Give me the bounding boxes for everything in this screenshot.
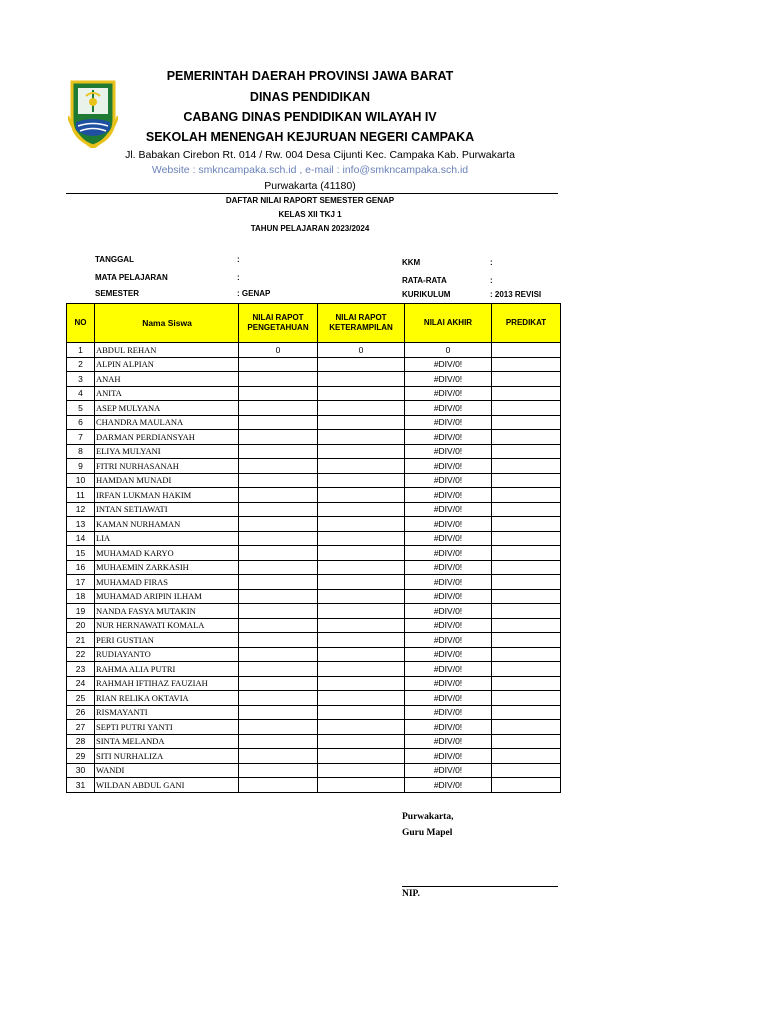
score-keterampilan-cell[interactable]	[318, 401, 405, 416]
signature-nip: NIP.	[402, 889, 420, 899]
score-nilai-akhir-cell[interactable]: #DIV/0!	[405, 589, 492, 604]
predikat-cell[interactable]	[492, 618, 561, 633]
row-number-cell[interactable]: 12	[67, 502, 95, 517]
score-nilai-akhir-cell[interactable]: #DIV/0!	[405, 415, 492, 430]
score-nilai-akhir-cell[interactable]: #DIV/0!	[405, 647, 492, 662]
mapel-value: :	[237, 273, 240, 282]
student-name-cell[interactable]: ALPIN ALPIAN	[95, 357, 239, 372]
tanggal-value: :	[237, 255, 240, 264]
score-pengetahuan-cell[interactable]	[239, 386, 318, 401]
row-number-cell[interactable]: 3	[67, 372, 95, 387]
row-number-cell[interactable]: 20	[67, 618, 95, 633]
score-nilai-akhir-cell[interactable]: #DIV/0!	[405, 502, 492, 517]
student-name-cell[interactable]: INTAN SETIAWATI	[95, 502, 239, 517]
score-nilai-akhir-cell[interactable]: 0	[405, 343, 492, 358]
predikat-cell[interactable]	[492, 662, 561, 677]
table-row	[67, 401, 561, 416]
header-line-2: DINAS PENDIDIKAN	[249, 90, 371, 104]
table-row	[67, 343, 561, 358]
signature-place: Purwakarta,	[402, 812, 454, 822]
score-keterampilan-cell[interactable]	[318, 676, 405, 691]
predikat-cell[interactable]	[492, 589, 561, 604]
row-number-cell[interactable]: 17	[67, 575, 95, 590]
score-keterampilan-cell[interactable]	[318, 415, 405, 430]
table-row	[67, 517, 561, 532]
predikat-cell[interactable]	[492, 343, 561, 358]
score-pengetahuan-cell[interactable]	[239, 647, 318, 662]
table-row	[67, 430, 561, 445]
signature-role: Guru Mapel	[402, 828, 453, 838]
student-name-cell[interactable]: RUDIAYANTO	[95, 647, 239, 662]
score-keterampilan-cell[interactable]	[318, 604, 405, 619]
score-nilai-akhir-cell[interactable]: #DIV/0!	[405, 488, 492, 503]
row-number-cell[interactable]: 10	[67, 473, 95, 488]
score-pengetahuan-cell[interactable]	[239, 734, 318, 749]
table-row	[67, 705, 561, 720]
table-row	[67, 734, 561, 749]
score-pengetahuan-cell[interactable]	[239, 633, 318, 648]
row-number-cell[interactable]: 5	[67, 401, 95, 416]
table-header-row	[67, 304, 561, 343]
predikat-cell[interactable]	[492, 691, 561, 706]
score-pengetahuan-cell[interactable]	[239, 778, 318, 793]
table-row	[67, 604, 561, 619]
score-nilai-akhir-cell[interactable]: #DIV/0!	[405, 459, 492, 474]
table-row	[67, 691, 561, 706]
table-row	[67, 415, 561, 430]
score-keterampilan-cell[interactable]	[318, 531, 405, 546]
predikat-cell[interactable]	[492, 502, 561, 517]
score-pengetahuan-cell[interactable]	[239, 459, 318, 474]
predikat-cell[interactable]	[492, 560, 561, 575]
score-pengetahuan-cell[interactable]	[239, 357, 318, 372]
kurikulum-label: KURIKULUM	[402, 290, 451, 299]
predikat-cell[interactable]	[492, 415, 561, 430]
row-number-cell[interactable]: 15	[67, 546, 95, 561]
row-number-cell[interactable]: 23	[67, 662, 95, 677]
student-name-cell[interactable]: SEPTI PUTRI YANTI	[95, 720, 239, 735]
grades-body	[67, 343, 561, 793]
table-row	[67, 720, 561, 735]
score-keterampilan-cell[interactable]	[318, 357, 405, 372]
rata-value: :	[490, 276, 493, 285]
score-pengetahuan-cell[interactable]	[239, 401, 318, 416]
header-school-name: SEKOLAH MENENGAH KEJURUAN NEGERI CAMPAKA	[145, 130, 475, 144]
predikat-cell[interactable]	[492, 705, 561, 720]
student-name-cell[interactable]: SITI NURHALIZA	[95, 749, 239, 764]
header-city: Purwakarta (41180)	[264, 180, 356, 192]
predikat-cell[interactable]	[492, 763, 561, 778]
signature-line	[402, 886, 558, 887]
score-keterampilan-cell[interactable]	[318, 488, 405, 503]
row-number-cell[interactable]: 27	[67, 720, 95, 735]
score-nilai-akhir-cell[interactable]: #DIV/0!	[405, 531, 492, 546]
mapel-label: MATA PELAJARAN	[95, 273, 168, 282]
student-name-cell[interactable]: MUHAMAD FIRAS	[95, 575, 239, 590]
predikat-cell[interactable]	[492, 372, 561, 387]
row-number-cell[interactable]: 19	[67, 604, 95, 619]
student-name-cell[interactable]: ANAH	[95, 372, 239, 387]
predikat-cell[interactable]	[492, 633, 561, 648]
col-header-keterampilan: NILAI RAPOT KETERAMPILAN	[318, 304, 405, 343]
row-number-cell[interactable]: 25	[67, 691, 95, 706]
table-row	[67, 633, 561, 648]
row-number-cell[interactable]: 13	[67, 517, 95, 532]
row-number-cell[interactable]: 30	[67, 763, 95, 778]
score-keterampilan-cell[interactable]	[318, 444, 405, 459]
table-row	[67, 647, 561, 662]
score-keterampilan-cell[interactable]	[318, 720, 405, 735]
row-number-cell[interactable]: 8	[67, 444, 95, 459]
header-address: Jl. Babakan Cirebon Rt. 014 / Rw. 004 Desa Cijunti Kec. Campaka Kab. Purwakarta	[125, 149, 515, 161]
student-name-cell[interactable]: CHANDRA MAULANA	[95, 415, 239, 430]
predikat-cell[interactable]	[492, 473, 561, 488]
score-keterampilan-cell[interactable]	[318, 633, 405, 648]
score-pengetahuan-cell[interactable]	[239, 560, 318, 575]
tanggal-label: TANGGAL	[95, 255, 134, 264]
predikat-cell[interactable]	[492, 517, 561, 532]
table-row	[67, 459, 561, 474]
student-name-cell[interactable]: LIA	[95, 531, 239, 546]
student-name-cell[interactable]: ABDUL REHAN	[95, 343, 239, 358]
student-name-cell[interactable]: PERI GUSTIAN	[95, 633, 239, 648]
predikat-cell[interactable]	[492, 676, 561, 691]
score-nilai-akhir-cell[interactable]: #DIV/0!	[405, 734, 492, 749]
predikat-cell[interactable]	[492, 357, 561, 372]
predikat-cell[interactable]	[492, 531, 561, 546]
header-divider	[66, 193, 558, 194]
row-number-cell[interactable]: 22	[67, 647, 95, 662]
score-pengetahuan-cell[interactable]	[239, 430, 318, 445]
row-number-cell[interactable]: 2	[67, 357, 95, 372]
col-header-name: Nama Siswa	[95, 304, 239, 343]
student-name-cell[interactable]: ASEP MULYANA	[95, 401, 239, 416]
score-nilai-akhir-cell[interactable]: #DIV/0!	[405, 430, 492, 445]
table-row	[67, 357, 561, 372]
rata-label: RATA-RATA	[402, 276, 447, 285]
score-nilai-akhir-cell[interactable]: #DIV/0!	[405, 560, 492, 575]
score-nilai-akhir-cell[interactable]: #DIV/0!	[405, 386, 492, 401]
table-row	[67, 473, 561, 488]
table-row	[67, 488, 561, 503]
score-nilai-akhir-cell[interactable]: #DIV/0!	[405, 444, 492, 459]
table-row	[67, 589, 561, 604]
score-nilai-akhir-cell[interactable]: #DIV/0!	[405, 473, 492, 488]
score-nilai-akhir-cell[interactable]: #DIV/0!	[405, 676, 492, 691]
score-nilai-akhir-cell[interactable]: #DIV/0!	[405, 604, 492, 619]
score-nilai-akhir-cell[interactable]: #DIV/0!	[405, 749, 492, 764]
row-number-cell[interactable]: 7	[67, 430, 95, 445]
score-keterampilan-cell[interactable]	[318, 386, 405, 401]
score-pengetahuan-cell[interactable]	[239, 676, 318, 691]
col-header-no: NO	[67, 304, 95, 343]
row-number-cell[interactable]: 1	[67, 343, 95, 358]
score-pengetahuan-cell[interactable]	[239, 488, 318, 503]
score-nilai-akhir-cell[interactable]: #DIV/0!	[405, 575, 492, 590]
table-row	[67, 778, 561, 793]
predikat-cell[interactable]	[492, 720, 561, 735]
score-keterampilan-cell[interactable]	[318, 459, 405, 474]
col-header-nilai-akhir: NILAI AKHIR	[405, 304, 492, 343]
table-row	[67, 763, 561, 778]
table-row	[67, 749, 561, 764]
score-keterampilan-cell[interactable]	[318, 618, 405, 633]
table-row	[67, 444, 561, 459]
score-pengetahuan-cell[interactable]	[239, 763, 318, 778]
score-nilai-akhir-cell[interactable]: #DIV/0!	[405, 618, 492, 633]
score-nilai-akhir-cell[interactable]: #DIV/0!	[405, 720, 492, 735]
doc-class: KELAS XII TKJ 1	[278, 210, 342, 219]
table-row	[67, 618, 561, 633]
table-row	[67, 546, 561, 561]
predikat-cell[interactable]	[492, 444, 561, 459]
student-name-cell[interactable]: WILDAN ABDUL GANI	[95, 778, 239, 793]
row-number-cell[interactable]: 16	[67, 560, 95, 575]
table-row	[67, 531, 561, 546]
header-website[interactable]: Website : smkncampaka.sch.id , e-mail : info@smkncampaka.sch.id	[151, 164, 469, 176]
student-name-cell[interactable]: KAMAN NURHAMAN	[95, 517, 239, 532]
score-pengetahuan-cell[interactable]	[239, 575, 318, 590]
predikat-cell[interactable]	[492, 604, 561, 619]
col-header-pengetahuan: NILAI RAPOT PENGETAHUAN	[239, 304, 318, 343]
row-number-cell[interactable]: 31	[67, 778, 95, 793]
table-row	[67, 575, 561, 590]
score-keterampilan-cell[interactable]	[318, 705, 405, 720]
row-number-cell[interactable]: 21	[67, 633, 95, 648]
student-name-cell[interactable]: NUR HERNAWATI KOMALA	[95, 618, 239, 633]
row-number-cell[interactable]: 28	[67, 734, 95, 749]
predikat-cell[interactable]	[492, 430, 561, 445]
student-name-cell[interactable]: RISMAYANTI	[95, 705, 239, 720]
predikat-cell[interactable]	[492, 575, 561, 590]
score-pengetahuan-cell[interactable]	[239, 691, 318, 706]
student-name-cell[interactable]: FITRI NURHASANAH	[95, 459, 239, 474]
kurikulum-value: : 2013 REVISI	[490, 290, 542, 299]
predikat-cell[interactable]	[492, 459, 561, 474]
score-pengetahuan-cell[interactable]	[239, 502, 318, 517]
score-nilai-akhir-cell[interactable]: #DIV/0!	[405, 633, 492, 648]
student-name-cell[interactable]: ELIYA MULYANI	[95, 444, 239, 459]
score-keterampilan-cell[interactable]	[318, 734, 405, 749]
student-name-cell[interactable]: ANITA	[95, 386, 239, 401]
table-row	[67, 560, 561, 575]
score-nilai-akhir-cell[interactable]: #DIV/0!	[405, 778, 492, 793]
score-keterampilan-cell[interactable]: 0	[318, 343, 405, 358]
score-keterampilan-cell[interactable]	[318, 691, 405, 706]
score-keterampilan-cell[interactable]	[318, 473, 405, 488]
doc-title: DAFTAR NILAI RAPORT SEMESTER GENAP	[225, 196, 395, 205]
score-keterampilan-cell[interactable]	[318, 647, 405, 662]
row-number-cell[interactable]: 24	[67, 676, 95, 691]
score-keterampilan-cell[interactable]	[318, 778, 405, 793]
score-nilai-akhir-cell[interactable]: #DIV/0!	[405, 705, 492, 720]
student-name-cell[interactable]: MUHAEMIN ZARKASIH	[95, 560, 239, 575]
predikat-cell[interactable]	[492, 749, 561, 764]
score-nilai-akhir-cell[interactable]: #DIV/0!	[405, 763, 492, 778]
student-name-cell[interactable]: WANDI	[95, 763, 239, 778]
score-pengetahuan-cell[interactable]	[239, 589, 318, 604]
score-nilai-akhir-cell[interactable]: #DIV/0!	[405, 372, 492, 387]
row-number-cell[interactable]: 18	[67, 589, 95, 604]
student-name-cell[interactable]: MUHAMAD KARYO	[95, 546, 239, 561]
score-pengetahuan-cell[interactable]	[239, 372, 318, 387]
predikat-cell[interactable]	[492, 546, 561, 561]
row-number-cell[interactable]: 4	[67, 386, 95, 401]
score-pengetahuan-cell[interactable]	[239, 705, 318, 720]
score-nilai-akhir-cell[interactable]: #DIV/0!	[405, 546, 492, 561]
score-keterampilan-cell[interactable]	[318, 589, 405, 604]
student-name-cell[interactable]: MUHAMAD ARIPIN ILHAM	[95, 589, 239, 604]
grades-table	[66, 303, 561, 793]
score-keterampilan-cell[interactable]	[318, 575, 405, 590]
score-pengetahuan-cell[interactable]	[239, 531, 318, 546]
predikat-cell[interactable]	[492, 401, 561, 416]
score-nilai-akhir-cell[interactable]: #DIV/0!	[405, 662, 492, 677]
score-nilai-akhir-cell[interactable]: #DIV/0!	[405, 691, 492, 706]
score-pengetahuan-cell[interactable]	[239, 749, 318, 764]
doc-year: TAHUN PELAJARAN 2023/2024	[250, 224, 370, 233]
predikat-cell[interactable]	[492, 778, 561, 793]
student-name-cell[interactable]: HAMDAN MUNADI	[95, 473, 239, 488]
score-pengetahuan-cell[interactable]	[239, 444, 318, 459]
predikat-cell[interactable]	[492, 488, 561, 503]
student-name-cell[interactable]: RIAN RELIKA OKTAVIA	[95, 691, 239, 706]
student-name-cell[interactable]: NANDA FASYA MUTAKIN	[95, 604, 239, 619]
row-number-cell[interactable]: 26	[67, 705, 95, 720]
score-nilai-akhir-cell[interactable]: #DIV/0!	[405, 517, 492, 532]
row-number-cell[interactable]: 6	[67, 415, 95, 430]
kkm-label: KKM	[402, 258, 421, 267]
score-pengetahuan-cell[interactable]	[239, 517, 318, 532]
score-nilai-akhir-cell[interactable]: #DIV/0!	[405, 401, 492, 416]
score-pengetahuan-cell[interactable]	[239, 473, 318, 488]
table-row	[67, 676, 561, 691]
table-row	[67, 662, 561, 677]
table-row	[67, 502, 561, 517]
student-name-cell[interactable]: RAHMAH IFTIHAZ FAUZIAH	[95, 676, 239, 691]
score-keterampilan-cell[interactable]	[318, 763, 405, 778]
semester-label: SEMESTER	[95, 289, 140, 298]
header-line-3: CABANG DINAS PENDIDIKAN WILAYAH IV	[183, 110, 437, 124]
score-pengetahuan-cell[interactable]	[239, 546, 318, 561]
score-pengetahuan-cell[interactable]: 0	[239, 343, 318, 358]
score-keterampilan-cell[interactable]	[318, 662, 405, 677]
score-keterampilan-cell[interactable]	[318, 546, 405, 561]
student-name-cell[interactable]: DARMAN PERDIANSYAH	[95, 430, 239, 445]
row-number-cell[interactable]: 11	[67, 488, 95, 503]
score-pengetahuan-cell[interactable]	[239, 618, 318, 633]
score-keterampilan-cell[interactable]	[318, 749, 405, 764]
score-keterampilan-cell[interactable]	[318, 502, 405, 517]
score-pengetahuan-cell[interactable]	[239, 604, 318, 619]
student-name-cell[interactable]: SINTA MELANDA	[95, 734, 239, 749]
score-keterampilan-cell[interactable]	[318, 372, 405, 387]
col-header-predikat: PREDIKAT	[492, 304, 561, 343]
semester-value: : GENAP	[237, 289, 271, 298]
student-name-cell[interactable]: IRFAN LUKMAN HAKIM	[95, 488, 239, 503]
row-number-cell[interactable]: 14	[67, 531, 95, 546]
row-number-cell[interactable]: 29	[67, 749, 95, 764]
table-row	[67, 386, 561, 401]
score-keterampilan-cell[interactable]	[318, 560, 405, 575]
predikat-cell[interactable]	[492, 386, 561, 401]
predikat-cell[interactable]	[492, 734, 561, 749]
table-row	[67, 372, 561, 387]
score-nilai-akhir-cell[interactable]: #DIV/0!	[405, 357, 492, 372]
student-name-cell[interactable]: RAHMA ALIA PUTRI	[95, 662, 239, 677]
score-keterampilan-cell[interactable]	[318, 430, 405, 445]
header-line-1: PEMERINTAH DAERAH PROVINSI JAWA BARAT	[166, 69, 454, 83]
score-pengetahuan-cell[interactable]	[239, 720, 318, 735]
score-pengetahuan-cell[interactable]	[239, 662, 318, 677]
score-keterampilan-cell[interactable]	[318, 517, 405, 532]
score-pengetahuan-cell[interactable]	[239, 415, 318, 430]
predikat-cell[interactable]	[492, 647, 561, 662]
row-number-cell[interactable]: 9	[67, 459, 95, 474]
kkm-value: :	[490, 258, 493, 267]
